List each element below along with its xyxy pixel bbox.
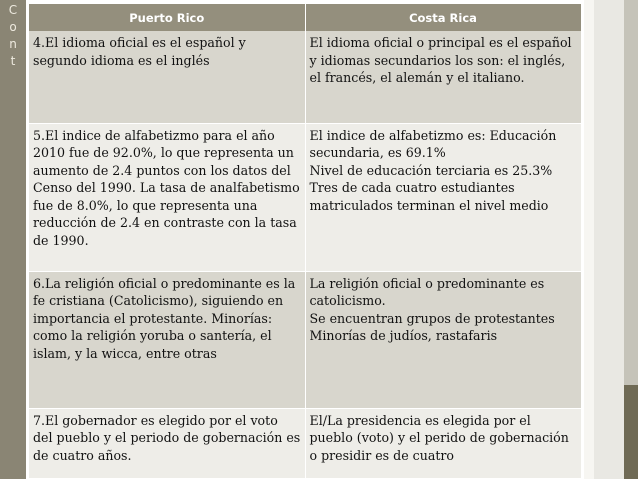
- side-vertical-text: [0, 2, 26, 70]
- cell-costa-rica: El indice de alfabetizmo es: Educación secundaria, es 69.1% Nivel de educación terciaria es 25.3% Tres de cada cuatro estudiantes matriculados terminan el nivel medio: [305, 123, 581, 271]
- table-row-language: [29, 31, 581, 123]
- cell-puerto-rico: 4.El idioma oficial es el español y segundo idioma es el inglés: [29, 31, 305, 123]
- right-decor-bar-bottom: [624, 385, 638, 479]
- comparison-table: [29, 4, 582, 479]
- cell-costa-rica: La religión oficial o predominante es catolicismo. Se encuentran grupos de protestantes Minorías de judíos, rastafaris: [305, 271, 581, 408]
- side-letter: o: [9, 20, 17, 34]
- side-band: [0, 0, 26, 479]
- side-letter: t: [10, 54, 16, 68]
- side-letter: C: [8, 3, 18, 17]
- right-decor-stripe: [584, 0, 594, 479]
- table-row-religion: [29, 271, 581, 408]
- table-row-government: [29, 408, 581, 478]
- table-row-literacy: [29, 123, 581, 271]
- header-row: [29, 4, 581, 31]
- header-costa-rica: Costa Rica: [305, 4, 581, 31]
- header-puerto-rico: Puerto Rico: [29, 4, 305, 31]
- cell-puerto-rico: 5.El indice de alfabetizmo para el año 2010 fue de 92.0%, lo que representa un aumento de 2.4 puntos con los datos del Censo del 1990. La tasa de analfabetismo fue de 8.0%, lo que representa una reducción de 2.4 en contraste con la tasa de 1990.: [29, 123, 305, 271]
- cell-puerto-rico: 6.La religión oficial o predominante es la fe cristiana (Catolicismo), siguiendo en importancia el protestante. Minorías: como la religión yoruba o santería, el islam, y la wicca, entre otras: [29, 271, 305, 408]
- cell-puerto-rico: 7.El gobernador es elegido por el voto del pueblo y el periodo de gobernación es de cuatro años.: [29, 408, 305, 478]
- side-letter: n: [9, 37, 17, 51]
- cell-costa-rica: El/La presidencia es elegida por el pueblo (voto) y el perido de gobernación o presidir es de cuatro: [305, 408, 581, 478]
- cell-costa-rica: El idioma oficial o principal es el español y idiomas secundarios los son: el inglés, el francés, el alemán y el italiano.: [305, 31, 581, 123]
